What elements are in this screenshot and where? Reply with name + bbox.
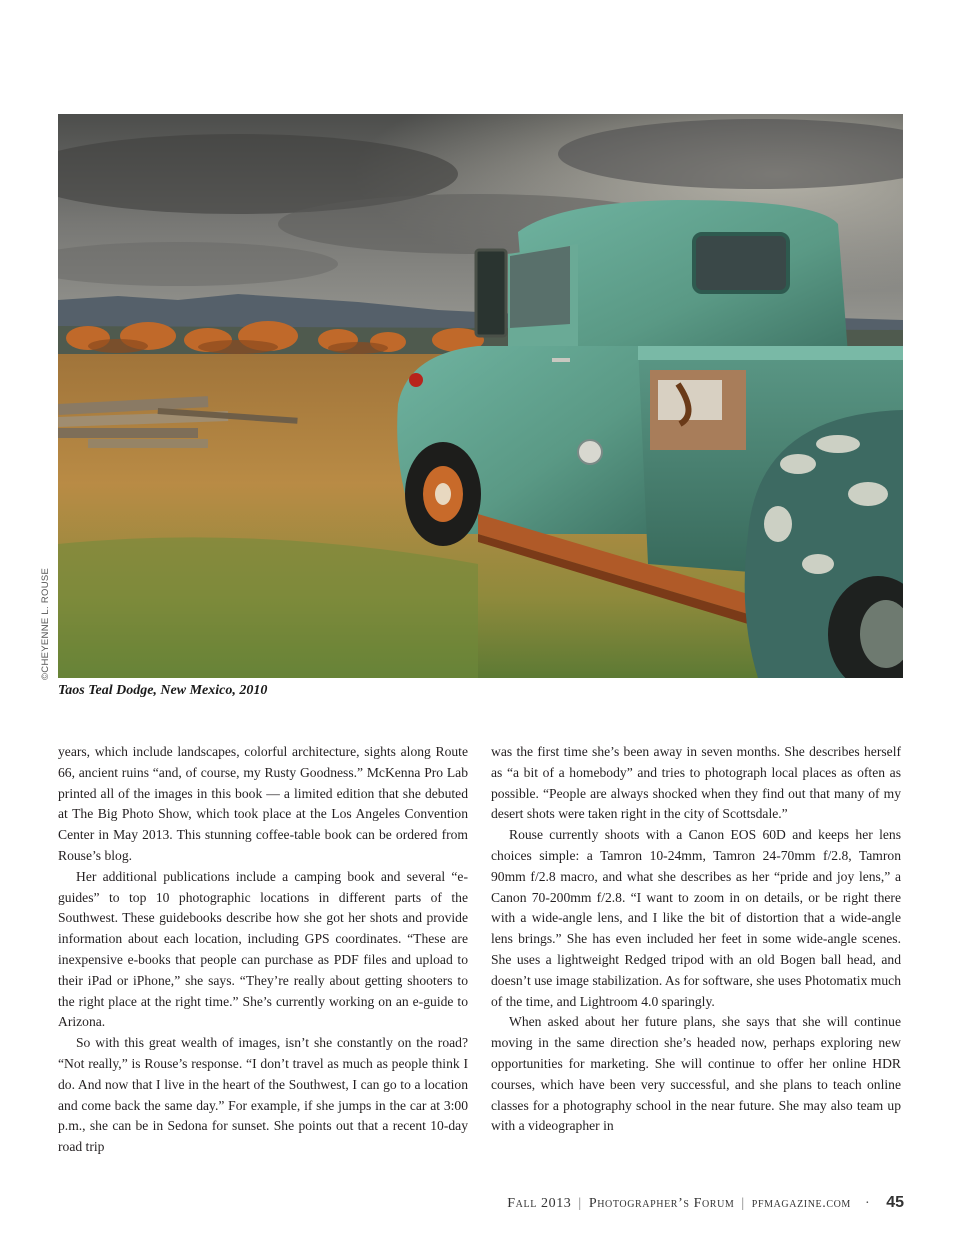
paragraph: years, which include landscapes, colorful architecture, sights along Route 66, ancient ruins “and, of course, my Rusty Goodness.” McKenna Pro Lab printed all of the images in this book — a limited edition that she debuted at The Big Photo Show, which took place at the Los Angeles Convention Center in May 2013. This stunning coffee-table book can be ordered from Rouse’s blog. [58, 744, 468, 863]
footer-issue: Fall 2013 [507, 1196, 572, 1211]
footer-magazine: Photographer’s Forum [588, 1196, 735, 1211]
page-footer [507, 1194, 904, 1212]
photo-credit: ©CHEYENNE L. ROUSE [40, 567, 51, 680]
page-number: 45 [886, 1194, 904, 1211]
truck-photo [58, 114, 903, 678]
footer-website: pfmagazine.com [751, 1196, 851, 1211]
paragraph: Her additional publications include a camping book and several “e-guides” to top 10 photographic locations in different parts of the Southwest. These guidebooks describe how she got her shots and provide information about each location, including GPS coordinates. “These are inexpensive e-books that people can purchase as PDF files and upload to their iPad or iPhone,” she says. “They’re really about getting shooters to the right place at the right time.” She’s currently working on an e-guide to Arizona. [58, 868, 468, 1030]
paragraph: So with this great wealth of images, isn’t she constantly on the road? “Not really,” is Rouse’s response. “I don’t travel as much as people think I do. And now that I live in the heart of the Southwest, I can go to a location and come back the same day.” For example, if she jumps in the car at 3:00 p.m., she can be in Sedona for sunset. She points out that a recent 10-day road trip [58, 1035, 468, 1155]
paragraph: When asked about her future plans, she says that she will continue moving in the same direction she’s headed now, perhaps exploring new opportunities for marketing. She will continue to offer her online HDR courses, which have been very successful, and she plans to teach online classes for a photography school in the near future. She may also team up with a videographer in [491, 1014, 901, 1134]
truck-photo-illustration [58, 114, 903, 678]
footer-separator: | [578, 1196, 582, 1211]
footer-bullet: · [864, 1196, 871, 1211]
paragraph: was the first time she’s been away in seven months. She describes herself as “a bit of a homebody” and tries to photograph local places as often as possible. “People are always shocked when they find out that many of my desert shots were taken right in the city of Scottsdale.” [491, 744, 901, 822]
article-column-left [58, 742, 468, 1158]
paragraph: Rouse currently shoots with a Canon EOS 60D and keeps her lens choices simple: a Tamron 10-24mm, Tamron 24-70mm f/2.8, Tamron 90mm f/2.8 macro, and what she describes as her “pride and joy lens,” a Canon 70-200mm f/2.8. “I want to zoom in on details, or be right there with a wide-angle lens, and I like the bit of distortion that a wide-angle lens brings.” She has even included her feet in some wide-angle scenes. She uses a lightweight Redged tripod with an old Bogen ball head, and doesn’t use image stabilization. As for software, she uses Photomatix much of the time, and Lightroom 4.0 sparingly. [491, 827, 901, 1009]
footer-separator: | [741, 1196, 745, 1211]
photo-caption: Taos Teal Dodge, New Mexico, 2010 [58, 683, 268, 698]
article-column-right [491, 742, 901, 1137]
